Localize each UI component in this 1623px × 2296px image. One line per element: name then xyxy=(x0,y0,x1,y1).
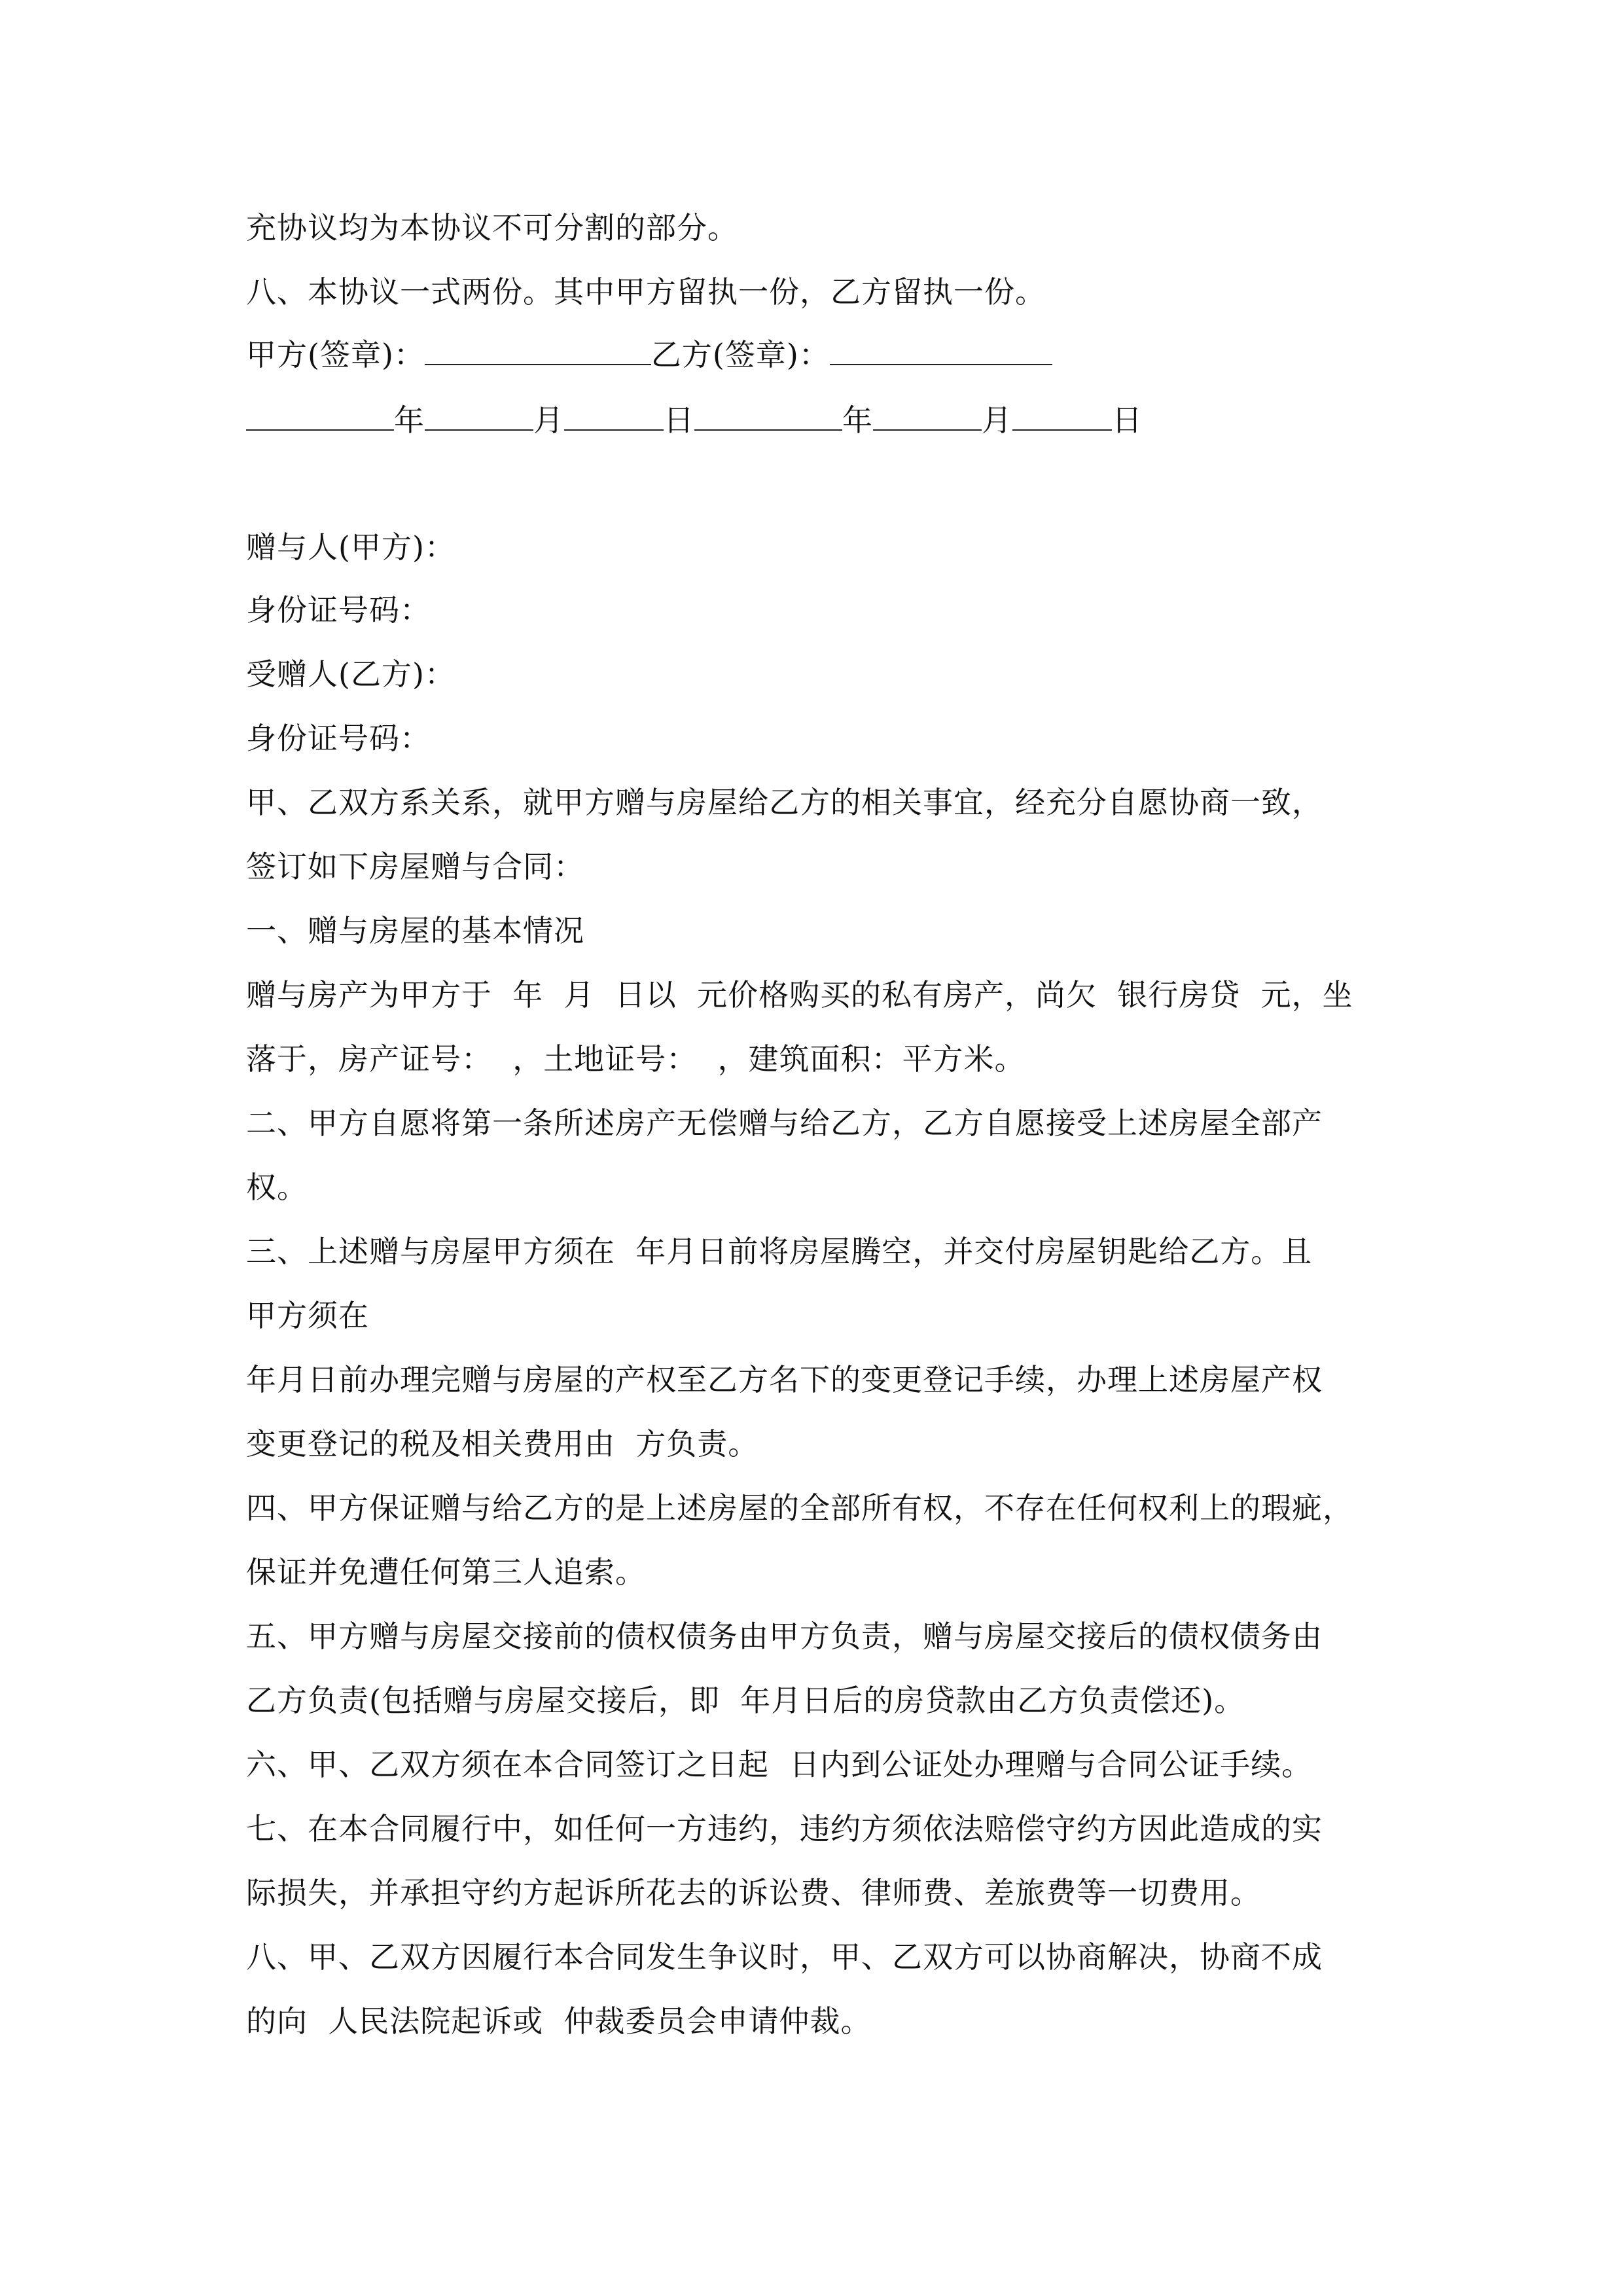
date-day-label-b: 日 xyxy=(1112,403,1143,438)
intro-line-1: 甲、乙双方系关系，就甲方赠与房屋给乙方的相关事宜，经充分自愿协商一致， xyxy=(246,785,1323,820)
clause-3-line-4: 变更登记的税及相关费用由 方负责。 xyxy=(246,1426,759,1462)
clause-1-line-1: 赠与房产为甲方于 年 月 日以 元价格购买的私有房产，尚欠 银行房贷 元，坐 xyxy=(246,977,1353,1013)
date-day-blank-a xyxy=(564,401,664,431)
date-year-label-b: 年 xyxy=(842,403,873,438)
date-line xyxy=(246,401,1143,440)
clause-8-line-1: 八、甲、乙双方因履行本合同发生争议时，甲、乙双方可以协商解决，协商不成 xyxy=(246,1939,1323,1975)
clause-8-line-2: 的向 人民法院起诉或 仲裁委员会申请仲裁。 xyxy=(246,2003,872,2039)
date-year-blank-b xyxy=(694,401,842,431)
prev-clause-8: 八、本协议一式两份。其中甲方留执一份，乙方留执一份。 xyxy=(246,274,1046,310)
clause-2-line-1: 二、甲方自愿将第一条所述房产无偿赠与给乙方，乙方自愿接受上述房屋全部产 xyxy=(246,1105,1323,1141)
party-b-signature-label: 乙方(签章)： xyxy=(651,337,830,372)
donee-label: 受赠人(乙方)： xyxy=(246,656,455,692)
clause-2-line-2: 权。 xyxy=(246,1170,308,1205)
date-month-blank-b xyxy=(873,401,982,431)
party-a-signature-label: 甲方(签章)： xyxy=(246,337,425,372)
prev-clause-tail: 充协议均为本协议不可分割的部分。 xyxy=(246,210,738,245)
clause-6-line-1: 六、甲、乙双方须在本合同签订之日起 日内到公证处办理赠与合同公证手续。 xyxy=(246,1747,1313,1782)
clause-3-line-2: 甲方须在 xyxy=(246,1298,369,1333)
date-day-label-a: 日 xyxy=(664,403,694,438)
clause-7-line-1: 七、在本合同履行中，如任何一方违约，违约方须依法赔偿守约方因此造成的实 xyxy=(246,1811,1323,1846)
donor-id-label: 身份证号码： xyxy=(246,592,431,628)
donor-label: 赠与人(甲方)： xyxy=(246,529,455,565)
clause-1-line-2: 落于，房产证号： ，土地证号： ，建筑面积：平方米。 xyxy=(246,1041,1026,1077)
party-b-signature-blank xyxy=(830,335,1052,365)
date-year-blank-a xyxy=(246,401,394,431)
date-year-label-a: 年 xyxy=(394,403,425,438)
date-month-blank-a xyxy=(425,401,533,431)
party-a-signature-blank xyxy=(425,335,651,365)
date-month-label-b: 月 xyxy=(982,403,1012,438)
signature-line xyxy=(246,335,1052,374)
clause-5-line-2: 乙方负责(包括赠与房屋交接后，即 年月日后的房贷款由乙方负责偿还)。 xyxy=(246,1683,1245,1718)
date-month-label-a: 月 xyxy=(533,403,564,438)
clause-5-line-1: 五、甲方赠与房屋交接前的债权债务由甲方负责，赠与房屋交接后的债权债务由 xyxy=(246,1619,1323,1654)
clause-4-line-1: 四、甲方保证赠与给乙方的是上述房屋的全部所有权，不存在任何权利上的瑕疵， xyxy=(246,1490,1353,1526)
intro-line-2: 签订如下房屋赠与合同： xyxy=(246,849,584,884)
donee-id-label: 身份证号码： xyxy=(246,721,431,756)
clause-3-line-3: 年月日前办理完赠与房屋的产权至乙方名下的变更登记手续，办理上述房屋产权 xyxy=(246,1362,1323,1397)
clause-7-line-2: 际损失，并承担守约方起诉所花去的诉讼费、律师费、差旅费等一切费用。 xyxy=(246,1875,1261,1910)
clause-1-title: 一、赠与房屋的基本情况 xyxy=(246,913,584,948)
clause-4-line-2: 保证并免遭任何第三人追索。 xyxy=(246,1554,646,1590)
clause-3-line-1: 三、上述赠与房屋甲方须在 年月日前将房屋腾空，并交付房屋钥匙给乙方。且 xyxy=(246,1234,1313,1269)
date-day-blank-b xyxy=(1012,401,1112,431)
